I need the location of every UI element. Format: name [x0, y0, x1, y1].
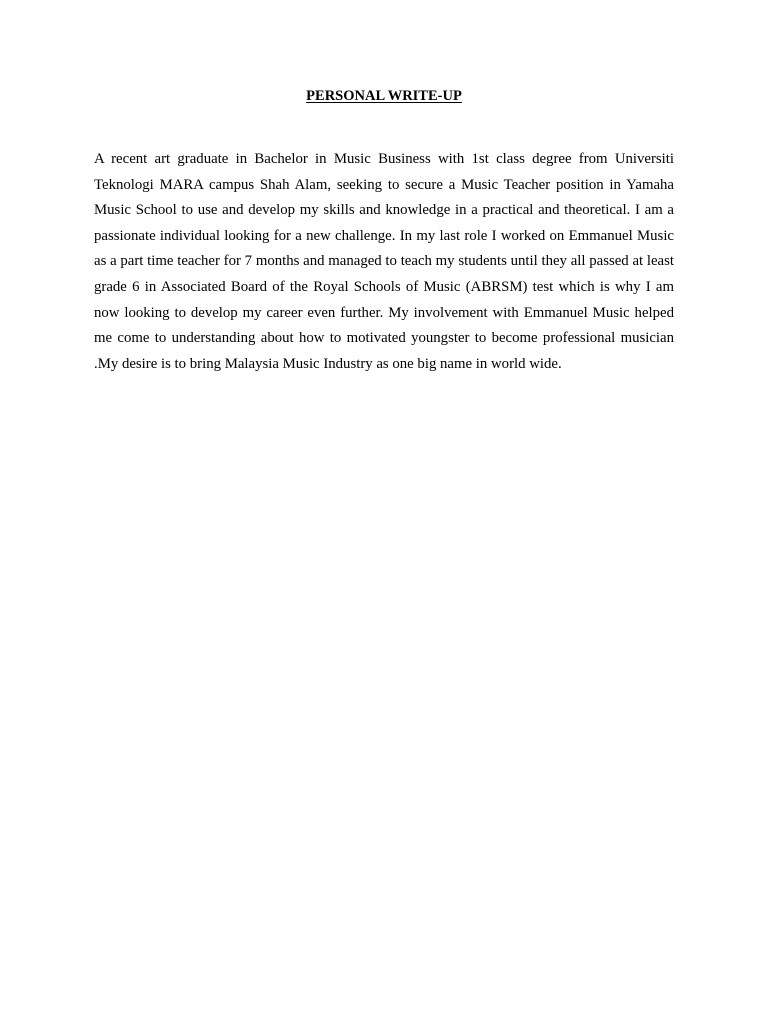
document-title: PERSONAL WRITE-UP — [306, 88, 462, 104]
personal-write-up-paragraph: A recent art graduate in Bachelor in Music Business with 1st class degree from Universiti Teknologi MARA campus Shah Alam, seeking to secure a Music Teacher position in Yamaha Music School to use and develop my skills and knowledge in a practical and theoretical. I am a passionate individual looking for a new challenge. In my last role I worked on Emmanuel Music as a part time teacher for 7 months and managed to teach my students until they all passed at least grade 6 in Associated Board of the Royal Schools of Music (ABRSM) test which is why I am now looking to develop my career even further. My involvement with Emmanuel Music helped me come to understanding about how to motivated youngster to become professional musician .My desire is to bring Malaysia Music Industry as one big name in world wide. — [94, 151, 674, 372]
